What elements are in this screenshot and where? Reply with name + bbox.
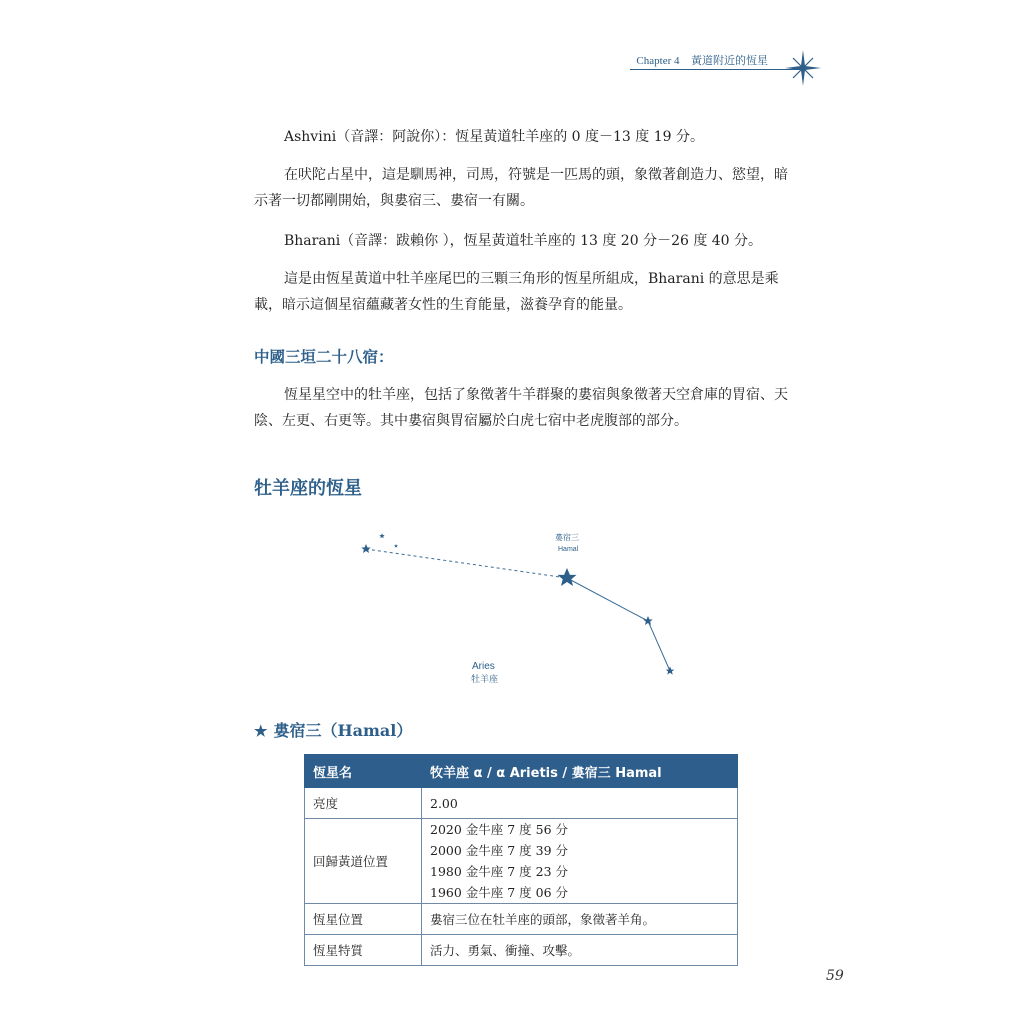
constellation-line-3 [648, 621, 670, 671]
table-row [305, 819, 738, 904]
row-value-tropical-position [422, 819, 738, 904]
bharani-description: 這是由恆星黃道中牡羊座尾巴的三顆三角形的恆星所組成，Bharani 的意思是乘載，暗示這個星宿蘊藏著女性的生育能量，滋養孕育的能量。 [254, 271, 779, 313]
star-sheratan [643, 616, 653, 625]
star-small-b [394, 544, 398, 548]
constellation-line-2 [567, 578, 648, 621]
row-key-brightness: 亮度 [305, 788, 422, 819]
header-text [636, 52, 768, 68]
row-key-star-traits: 恆星特質 [305, 935, 422, 966]
star-mesarthim [666, 667, 675, 675]
table-header-value: 牧羊座 α / α Arietis / 婁宿三 Hamal [422, 755, 738, 788]
hamal-label-en: Hamal [558, 546, 579, 553]
row-key-star-location: 恆星位置 [305, 904, 422, 935]
chinese-description: 恆星星空中的牡羊座，包括了象徵著牛羊群聚的婁宿與象徵著天空倉庫的胃宿、天陰、左更、右更等。其中婁宿與胃宿屬於白虎七宿中老虎腹部的部分。 [254, 387, 788, 429]
hamal-label-cn: 婁宿三 [555, 533, 579, 542]
row-value-star-traits: 活力、勇氣、衝撞、攻擊。 [422, 935, 738, 966]
table-header-row [305, 755, 738, 788]
star-info-table [304, 754, 738, 966]
star-left [361, 544, 371, 553]
star-bullet-icon: ★ [254, 722, 268, 740]
ashvini-description: 在吠陀占星中，這是馴馬神，司馬，符號是一匹馬的頭，象徵著創造力、慾望，暗示著一切都剛開始，與婁宿三、婁宿一有關。 [254, 167, 788, 209]
sparkle-star-icon [785, 50, 821, 86]
aries-label-en: Aries [472, 661, 495, 672]
position-1980: 1980 金牛座 7 度 23 分 [430, 864, 569, 879]
constellation-line-1 [366, 549, 567, 578]
row-value-brightness: 2.00 [422, 788, 738, 819]
star-hamal [558, 568, 577, 586]
section-title: 牡羊座的恆星 [254, 478, 362, 499]
aries-constellation-diagram [340, 520, 720, 700]
table-row [305, 904, 738, 935]
row-value-star-location: 婁宿三位在牡羊座的頭部，象徵著羊角。 [422, 904, 738, 935]
star-heading-text: 婁宿三（Hamal） [273, 721, 413, 740]
table-header-key: 恆星名 [305, 755, 422, 788]
header-rule [630, 69, 800, 70]
aries-label-cn: 牡羊座 [471, 675, 499, 685]
position-2000: 2000 金牛座 7 度 39 分 [430, 843, 569, 858]
table-row [305, 935, 738, 966]
row-key-tropical-position: 回歸黃道位置 [305, 819, 422, 904]
header-chapter: Chapter 4 [636, 55, 680, 67]
bharani-line: Bharani（音譯：跋賴你 ），恆星黃道牡羊座的 13 度 20 分－26 度 40 分。 [284, 233, 763, 249]
position-1960: 1960 金牛座 7 度 06 分 [430, 885, 569, 900]
star-small-a [379, 533, 384, 538]
table-row [305, 788, 738, 819]
header-title: 黃道附近的恆星 [691, 54, 768, 67]
position-2020: 2020 金牛座 7 度 56 分 [430, 822, 569, 837]
ashvini-line: Ashvini（音譯：阿說你）：恆星黃道牡羊座的 0 度－13 度 19 分。 [284, 129, 704, 145]
star-heading [254, 718, 412, 741]
page-number: 59 [826, 968, 844, 984]
chinese-heading: 中國三垣二十八宿： [254, 348, 394, 366]
